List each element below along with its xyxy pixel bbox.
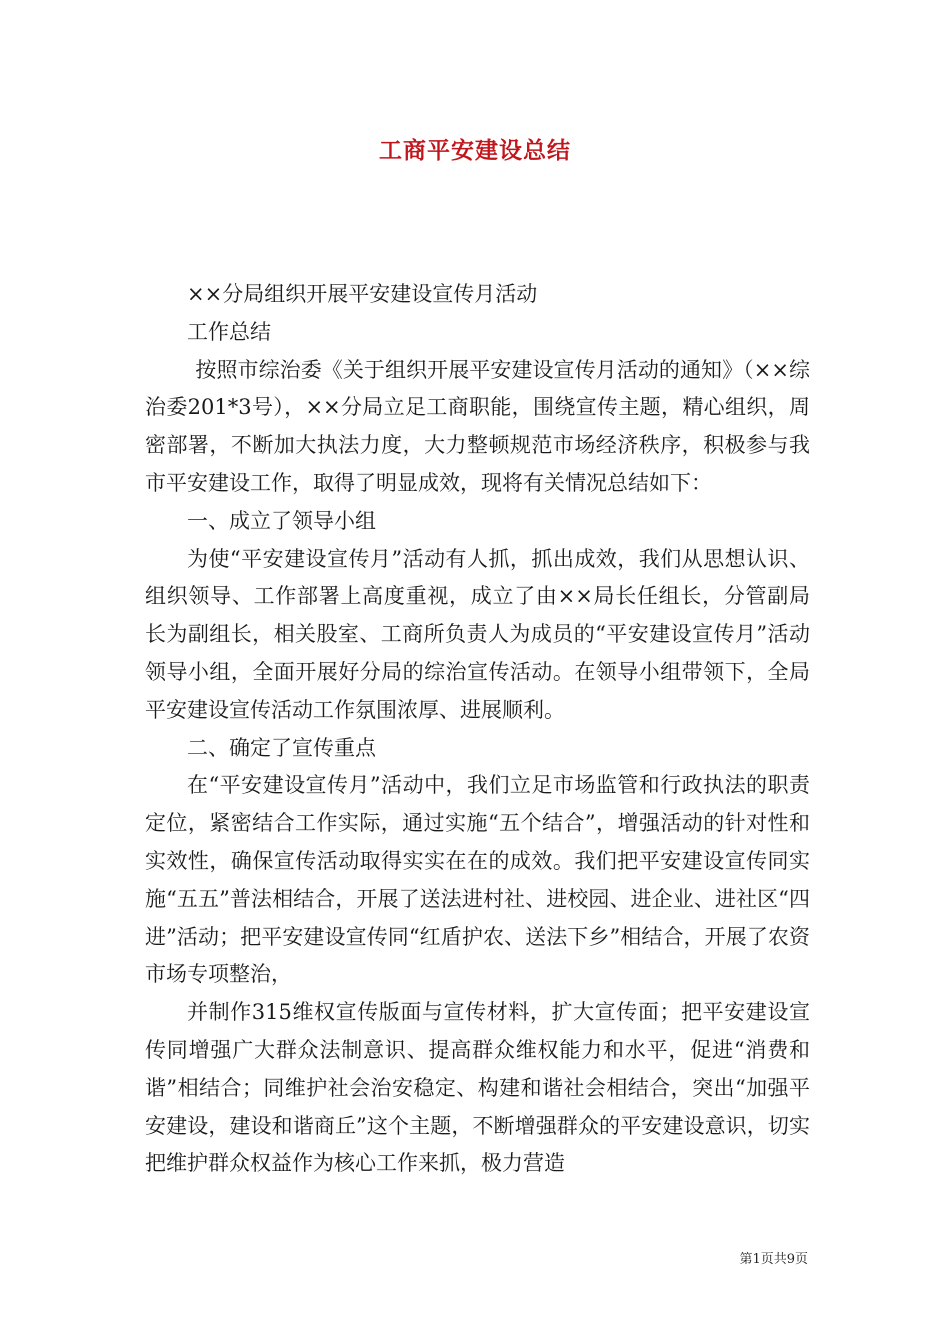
intro-paragraph: 按照市综治委《关于组织开展平安建设宣传月活动的通知》（××综治委201*3号），××分局立足工商职能，围绕宣传主题，精心组织，周密部署，不断加大执法力度，大力整顿规范市场经济秩序，积极参与我市平安建设工作，取得了明显成效，现将有关情况总结如下： xyxy=(145,357,810,495)
section-heading-2: 二、确定了宣传重点 xyxy=(187,735,376,760)
subtitle-line-2: 工作总结 xyxy=(187,319,271,344)
section-1-paragraph: 为使“平安建设宣传月”活动有人抓，抓出成效，我们从思想认识、组织领导、工作部署上高度重视，成立了由××局长任组长，分管副局长为副组长，相关股室、工商所负责人为成员的“平安建设宣传月”活动领导小组，全面开展好分局的综治宣传活动。在领导小组带领下，全局平安建设宣传活动工作氛围浓厚、进展顺利。 xyxy=(145,546,810,722)
document-title: 工商平安建设总结 xyxy=(379,138,571,164)
subtitle-line-1: ××分局组织开展平安建设宣传月活动 xyxy=(187,282,538,306)
section-heading-1: 一、成立了领导小组 xyxy=(187,508,376,533)
page-number: 第1页共9页 xyxy=(739,1252,808,1267)
section-2-paragraph-1: 在“平安建设宣传月”活动中，我们立足市场监管和行政执法的职责定位，紧密结合工作实际，通过实施“五个结合”，增强活动的针对性和实效性，确保宣传活动取得实实在在的成效。我们把平安建设宣传同实施“五五”普法相结合，开展了送法进村社、进校园、进企业、进社区“四进”活动；把平安建设宣传同“红盾护农、送法下乡”相结合，开展了农资市场专项整治， xyxy=(145,773,810,987)
document-body xyxy=(145,276,810,1183)
section-2-paragraph-2: 并制作315维权宣传版面与宣传材料，扩大宣传面；把平安建设宣传同增强广大群众法制意识、提高群众维权能力和水平，促进“消费和谐”相结合；同维护社会治安稳定、构建和谐社会相结合，突出“加强平安建设，建设和谐商丘”这个主题，不断增强群众的平安建设意识，切实把维护群众权益作为核心工作来抓，极力营造 xyxy=(145,1000,810,1176)
